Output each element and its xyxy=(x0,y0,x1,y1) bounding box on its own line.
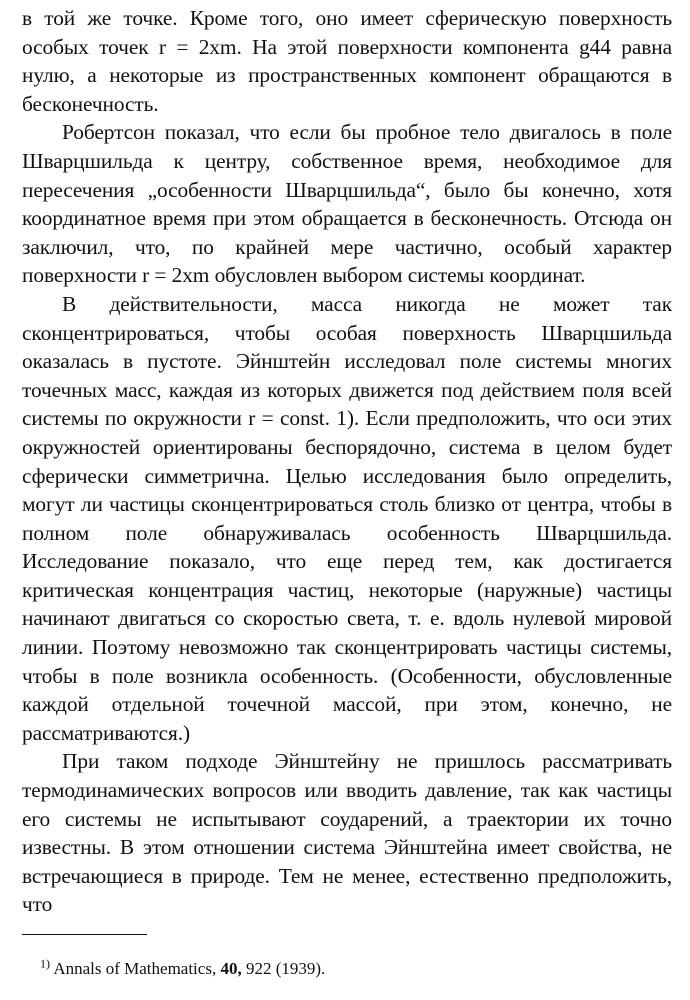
paragraph-1: в той же точке. Кроме того, оно имеет сферическую поверхность особых точек r = 2xm. На этой поверхности компонента g44 равна нулю, а некоторые из пространственных компонент обращаются в бесконечность. xyxy=(22,6,672,116)
footnote-marker: 1) xyxy=(40,956,50,971)
footnote-divider xyxy=(22,934,147,935)
page-body xyxy=(22,4,672,919)
footnote-journal: Annals of Mathematics, xyxy=(53,959,217,978)
footnote-pages: 922 xyxy=(245,959,272,978)
footnote-volume: 40, xyxy=(220,959,242,978)
footnote-year: (1939). xyxy=(275,959,326,978)
paragraph-4: При таком подходе Эйнштейну не пришлось рассматривать термодинамических вопросов или вводить давление, так как частицы его системы не испытывают соударений, а траектории их точно известны. В этом отношении система Эйнштейна имеет свойства, не встречающиеся в природе. Тем не менее, естественно предположить, что xyxy=(22,749,672,917)
paragraph-3: В действительности, масса никогда не может так сконцентрироваться, чтобы особая поверхность Шварцшильда оказалась в пустоте. Эйнштейн исследовал поле системы многих точечных масс, каждая из которых движется под действием поля всей системы по окружности r = const. 1). Если предположить, что оси этих окружностей ориентированы беспорядочно, система в целом будет сферически симметрична. Целью исследования было определить, могут ли частицы сконцентрироваться столь близко от центра, чтобы в полном поле обнаруживалась особенность Шварцшильда. Исследование показало, что еще перед тем, как достигается критическая концентрация частиц, некоторые (наружные) частицы начинают двигаться со скоростью света, т. е. вдоль нулевой мировой линии. Поэтому невозможно так сконцентрировать частицы системы, чтобы в поле возникла особенность. (Особенности, обусловленные каждой отдельной точечной массой, при этом, конечно, не рассматриваются.) xyxy=(22,291,672,745)
paragraph-2: Робертсон показал, что если бы пробное тело двигалось в поле Шварцшильда к центру, собственное время, необходимое для пересечения „особенности Шварцшильда“, было бы конечно, хотя координатное время при этом обращается в бесконечность. Отсюда он заключил, что, по крайней мере частично, особый характер поверхности r = 2xm обусловлен выбором системы координат. xyxy=(22,120,672,288)
footnote xyxy=(40,957,325,981)
